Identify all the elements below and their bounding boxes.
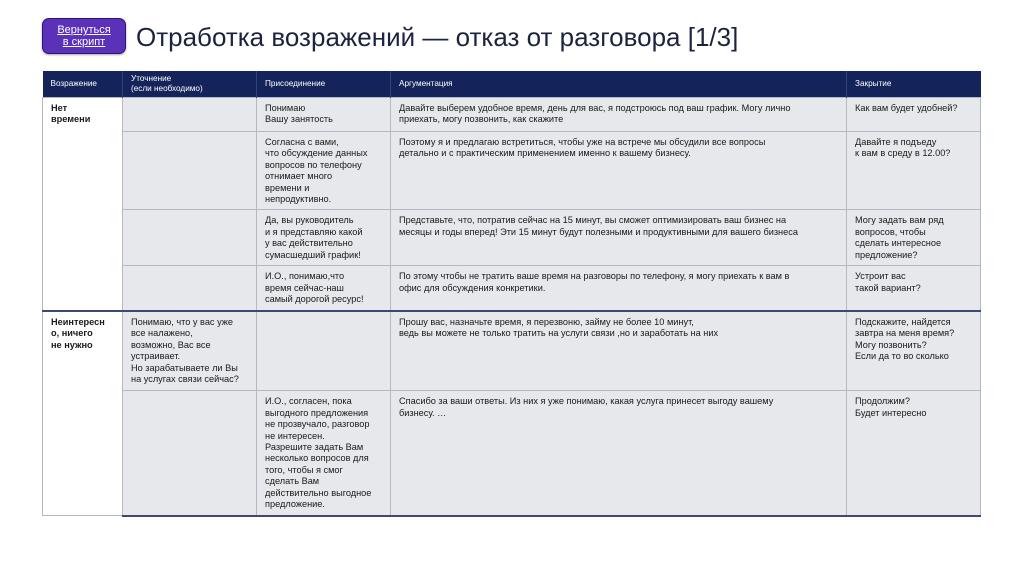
table-header-row bbox=[43, 71, 981, 98]
closing-cell: Давайте я подъеду к вам в среду в 12.00? bbox=[847, 132, 981, 210]
objection-handling-table bbox=[42, 71, 981, 517]
page-title: Отработка возражений — отказ от разговора [1/3] bbox=[136, 22, 739, 52]
table-row bbox=[43, 98, 981, 132]
clarification-cell bbox=[123, 98, 257, 132]
closing-cell: Как вам будет удобней? bbox=[847, 98, 981, 132]
clarification-cell bbox=[123, 266, 257, 311]
table-row bbox=[43, 266, 981, 311]
objection-cell: Нет времени bbox=[43, 98, 123, 311]
column-header-clarification: Уточнение (если необходимо) bbox=[123, 71, 257, 98]
argument-cell: Поэтому я и предлагаю встретиться, чтобы уже на встрече мы обсудили все вопросы детально и с практическим применением именно к вашему бизнесу. bbox=[391, 132, 847, 210]
column-header-argument: Аргументация bbox=[391, 71, 847, 98]
argument-cell: Представьте, что, потратив сейчас на 15 минут, вы сможет оптимизировать ваш бизнес на месяцы и годы вперед! Эти 15 минут будут полезными и продуктивными для вашего бизнеса bbox=[391, 210, 847, 266]
joining-cell bbox=[257, 311, 391, 391]
joining-cell: И.О., понимаю,что время сейчас-наш самый дорогой ресурс! bbox=[257, 266, 391, 311]
closing-cell: Могу задать вам ряд вопросов, чтобы сделать интересное предложение? bbox=[847, 210, 981, 266]
closing-cell: Подскажите, найдется завтра на меня время? Могу позвонить? Если да то во сколько bbox=[847, 311, 981, 391]
argument-cell: Прошу вас, назначьте время, я перезвоню, займу не более 10 минут, ведь вы можете не только тратить на услуги связи ,но и заработать на них bbox=[391, 311, 847, 391]
back-button-line1: Вернуться bbox=[57, 24, 111, 36]
joining-cell: Согласна с вами, что обсуждение данных вопросов по телефону отнимает много времени и непродуктивно. bbox=[257, 132, 391, 210]
table-row bbox=[43, 210, 981, 266]
closing-cell: Продолжим? Будет интересно bbox=[847, 391, 981, 516]
joining-cell: Понимаю Вашу занятость bbox=[257, 98, 391, 132]
back-button-line2: в скрипт bbox=[62, 36, 106, 48]
argument-cell: Спасибо за ваши ответы. Из них я уже понимаю, какая услуга принесет выгоду вашему бизнесу. … bbox=[391, 391, 847, 516]
table-row bbox=[43, 132, 981, 210]
clarification-cell bbox=[123, 132, 257, 210]
objection-cell: Неинтересн о, ничего не нужно bbox=[43, 311, 123, 516]
joining-cell: Да, вы руководитель и я представляю какой у вас действительно сумасшедший график! bbox=[257, 210, 391, 266]
joining-cell: И.О., согласен, пока выгодного предложения не прозвучало, разговор не интересен. Разрешите задать Вам несколько вопросов для того, чтобы я смог сделать Вам действительно выгодное предложение. bbox=[257, 391, 391, 516]
closing-cell: Устроит вас такой вариант? bbox=[847, 266, 981, 311]
argument-cell: Давайте выберем удобное время, день для вас, я подстроюсь под ваш график. Могу лично приехать, могу позвонить, как скажите bbox=[391, 98, 847, 132]
table-row bbox=[43, 391, 981, 516]
clarification-cell: Понимаю, что у вас уже все налажено, возможно, Вас все устраивает. Но зарабатываете ли Вы на услугах связи сейчас? bbox=[123, 311, 257, 391]
argument-cell: По этому чтобы не тратить ваше время на разговоры по телефону, я могу приехать к вам в офис для обсуждения конкретики. bbox=[391, 266, 847, 311]
clarification-cell bbox=[123, 391, 257, 516]
back-to-script-button[interactable] bbox=[42, 18, 126, 54]
column-header-joining: Присоединение bbox=[257, 71, 391, 98]
column-header-objection: Возражение bbox=[43, 71, 123, 98]
column-header-closing: Закрытие bbox=[847, 71, 981, 98]
clarification-cell bbox=[123, 210, 257, 266]
table-row bbox=[43, 311, 981, 391]
